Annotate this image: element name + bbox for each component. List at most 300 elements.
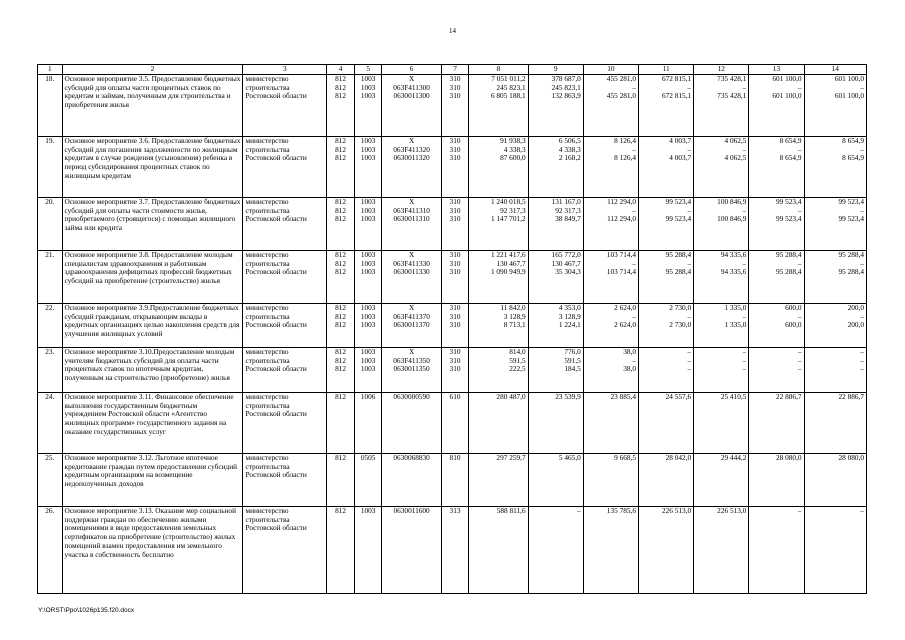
value-line: 4 062,5 — [724, 154, 747, 163]
value-line: 222,5 — [509, 365, 526, 374]
value-line: 812 — [335, 154, 347, 163]
value-line: 38 849,7 — [555, 215, 581, 224]
value-line: X — [408, 347, 415, 356]
value-line: 601 100,0 — [772, 92, 802, 101]
value-line: 95 288,4 — [665, 268, 692, 277]
value-cell — [354, 347, 382, 392]
header-cell: 12 — [694, 65, 749, 75]
value-line: – — [797, 506, 802, 515]
value-line: 8 654,9 — [779, 136, 802, 145]
value-cell — [638, 136, 693, 197]
value-line: – — [797, 347, 802, 356]
value-line: – — [742, 365, 747, 374]
value-cell — [638, 303, 693, 347]
value-line: 95 288,4 — [665, 250, 692, 259]
page-number: 14 — [449, 27, 456, 35]
value-line: 0630011370 — [393, 321, 430, 330]
value-cell — [327, 347, 355, 392]
value-line: – — [860, 259, 864, 268]
header-cell: 1 — [38, 65, 63, 75]
value-cell — [694, 347, 749, 392]
value-cell — [327, 303, 355, 347]
value-line: 1003 — [360, 506, 376, 515]
value-cell — [638, 506, 693, 593]
value-line: X — [408, 250, 415, 259]
value-line: 310 — [449, 83, 461, 92]
value-line: – — [797, 312, 802, 321]
value-line: 29 444,2 — [720, 453, 747, 462]
value-line: 2 168,2 — [558, 154, 581, 163]
value-line: 0630011600 — [393, 506, 430, 515]
value-line: 99 523,4 — [776, 197, 802, 206]
value-cell — [382, 453, 441, 506]
value-cell — [694, 303, 749, 347]
value-cell — [694, 74, 749, 136]
value-line: 1 335,0 — [724, 321, 747, 330]
value-line: 812 — [335, 347, 347, 356]
value-cell — [528, 197, 583, 250]
value-line: 0630011350 — [393, 365, 430, 374]
value-cell — [469, 136, 528, 197]
value-line: 310 — [449, 268, 461, 277]
value-line: 38,0 — [623, 347, 636, 356]
value-line: 95 288,4 — [838, 268, 864, 277]
value-line: 310 — [449, 197, 461, 206]
value-line: 310 — [449, 365, 461, 374]
value-cell — [469, 197, 528, 250]
header-cell: 5 — [354, 65, 382, 75]
value-line: – — [860, 206, 864, 215]
activity-description: Основное мероприятие 3.11. Финансовое обеспечение выполнения государственным бюджетным учреждением Ростовской области «Агентство жилищных программ» государственного задания на оказание государственных услуг — [62, 392, 243, 453]
value-line: 600,0 — [785, 303, 802, 312]
value-line: 310 — [449, 154, 461, 163]
table-row — [38, 506, 867, 593]
value-line: 810 — [449, 453, 461, 462]
value-line: 112 294,0 — [607, 197, 636, 206]
value-cell — [583, 453, 638, 506]
value-line: 063F411330 — [393, 259, 430, 268]
value-line: – — [860, 506, 864, 515]
value-cell — [804, 303, 866, 347]
value-cell — [804, 250, 866, 303]
value-line: 735 428,1 — [717, 92, 747, 101]
value-cell — [327, 136, 355, 197]
value-line: 310 — [449, 321, 461, 330]
value-cell — [382, 506, 441, 593]
value-cell — [638, 453, 693, 506]
value-line: – — [742, 356, 747, 365]
value-cell — [469, 74, 528, 136]
row-number: 20. — [38, 197, 63, 250]
responsible-executor: министерство строительства Ростовской области — [243, 506, 327, 593]
value-line: 1003 — [360, 92, 376, 101]
value-cell — [469, 303, 528, 347]
value-line: 38,0 — [623, 365, 636, 374]
header-cell: 7 — [441, 65, 469, 75]
header-cell: 8 — [469, 65, 528, 75]
value-cell — [638, 392, 693, 453]
value-line: 2 624,0 — [614, 303, 636, 312]
value-cell — [749, 347, 804, 392]
value-line: 23 885,4 — [610, 392, 636, 401]
value-line: 9 668,5 — [614, 453, 636, 462]
value-line: 112 294,0 — [607, 215, 636, 224]
value-line: 735 428,1 — [717, 74, 747, 83]
value-line: 1 090 949,9 — [490, 268, 526, 277]
value-cell — [327, 74, 355, 136]
value-line: – — [687, 365, 692, 374]
value-line: 4 353,0 — [558, 303, 581, 312]
value-line: 812 — [335, 506, 347, 515]
value-line: – — [797, 259, 802, 268]
value-line: 23 539,9 — [555, 392, 581, 401]
value-line: 1003 — [360, 321, 376, 330]
value-line: – — [742, 206, 747, 215]
value-line: 1003 — [360, 365, 376, 374]
value-line: 1003 — [360, 250, 376, 259]
table-row — [38, 453, 867, 506]
value-cell — [694, 250, 749, 303]
row-number: 19. — [38, 136, 63, 197]
value-line: 812 — [335, 197, 347, 206]
value-line: 310 — [449, 145, 461, 154]
value-line: 812 — [335, 74, 347, 83]
value-cell — [638, 250, 693, 303]
value-line: 3 128,9 — [503, 312, 526, 321]
file-path-footer: Y:\ORST\Ppo\1026p135.f20.docx — [38, 607, 135, 614]
value-line: 588 811,6 — [496, 506, 526, 515]
value-line: – — [860, 312, 864, 321]
value-line: 455 281,0 — [606, 92, 636, 101]
value-line: 1 335,0 — [724, 303, 747, 312]
value-line: – — [797, 356, 802, 365]
value-line: 455 281,0 — [606, 74, 636, 83]
value-line: – — [742, 312, 747, 321]
value-cell — [804, 453, 866, 506]
responsible-executor: министерство строительства Ростовской области — [243, 347, 327, 392]
value-cell — [749, 74, 804, 136]
value-line: 4 003,7 — [669, 136, 692, 145]
header-cell: 14 — [804, 65, 866, 75]
value-cell — [583, 392, 638, 453]
value-line: 812 — [335, 259, 347, 268]
value-cell — [354, 250, 382, 303]
value-line: – — [687, 347, 692, 356]
value-line: 131 167,0 — [551, 197, 581, 206]
table-row — [38, 136, 867, 197]
value-cell — [354, 197, 382, 250]
value-line: 310 — [449, 206, 461, 215]
value-cell — [441, 74, 469, 136]
value-line: 22 886,7 — [838, 392, 864, 401]
value-cell — [469, 392, 528, 453]
value-cell — [469, 506, 528, 593]
responsible-executor: министерство строительства Ростовской области — [243, 392, 327, 453]
header-cell: 2 — [62, 65, 243, 75]
value-line: 1006 — [360, 392, 376, 401]
value-line: 8 713,1 — [503, 321, 526, 330]
value-line: 184,5 — [564, 365, 581, 374]
value-line: 2 730,0 — [669, 303, 692, 312]
responsible-executor: министерство строительства Ростовской области — [243, 74, 327, 136]
value-cell — [469, 347, 528, 392]
value-cell — [354, 506, 382, 593]
value-line: 1003 — [360, 347, 376, 356]
value-cell — [441, 303, 469, 347]
value-line: 812 — [335, 303, 347, 312]
row-number: 24. — [38, 392, 63, 453]
header-row — [38, 65, 867, 75]
value-line: X — [408, 74, 415, 83]
value-cell — [749, 136, 804, 197]
activity-description: Основное мероприятие 3.6. Предоставление бюджетных субсидий для погашения задолженности по жилищным кредитам в случае рождения (усыновления) ребенка в период субсидирования процентных ставок по жилищным кредитам — [62, 136, 243, 197]
value-line: 103 714,4 — [606, 268, 636, 277]
value-cell — [804, 74, 866, 136]
value-line: 94 335,6 — [720, 268, 747, 277]
value-line: 0630000590 — [393, 392, 430, 401]
value-line: 1003 — [360, 215, 376, 224]
value-line: 3 128,9 — [558, 312, 581, 321]
row-number: 26. — [38, 506, 63, 593]
value-cell — [469, 453, 528, 506]
value-line: 35 304,3 — [555, 268, 581, 277]
value-line: 132 863,9 — [551, 92, 581, 101]
table-row — [38, 74, 867, 136]
header-cell: 6 — [382, 65, 441, 75]
value-cell — [441, 506, 469, 593]
activity-description: Основное мероприятие 3.9.Предоставление бюджетных субсидий гражданам, открывающим вклады в кредитных организациях целью накопления средств для улучшения жилищных условий — [62, 303, 243, 347]
value-line: 2 730,0 — [669, 321, 692, 330]
value-cell — [583, 74, 638, 136]
value-line: – — [687, 145, 692, 154]
value-cell — [382, 250, 441, 303]
value-line: – — [632, 356, 636, 365]
value-line: 814,0 — [509, 347, 526, 356]
value-line: 812 — [335, 83, 347, 92]
value-cell — [354, 303, 382, 347]
value-line: 0630011320 — [393, 154, 430, 163]
value-line: 103 714,4 — [606, 250, 636, 259]
value-line: 28 042,0 — [665, 453, 692, 462]
value-line: 601 100,0 — [772, 74, 802, 83]
value-cell — [441, 250, 469, 303]
value-line: 1003 — [360, 259, 376, 268]
value-cell — [583, 136, 638, 197]
value-cell — [354, 74, 382, 136]
value-cell — [528, 453, 583, 506]
value-line: – — [632, 259, 636, 268]
value-line: 24 557,6 — [665, 392, 692, 401]
value-line: 1 221 417,6 — [490, 250, 526, 259]
value-line: – — [860, 347, 864, 356]
value-line: 1 147 701,2 — [490, 215, 526, 224]
value-line: 812 — [335, 136, 347, 145]
value-line: 313 — [449, 506, 461, 515]
responsible-executor: министерство строительства Ростовской области — [243, 303, 327, 347]
value-line: 063F411300 — [393, 83, 430, 92]
responsible-executor: министерство строительства Ростовской области — [243, 250, 327, 303]
value-cell — [354, 392, 382, 453]
value-line: 4 003,7 — [669, 154, 692, 163]
value-line: 4 338,3 — [503, 145, 526, 154]
value-line: 99 523,4 — [838, 197, 864, 206]
value-cell — [441, 136, 469, 197]
value-line: 130 467,7 — [496, 259, 526, 268]
value-line: – — [632, 206, 636, 215]
value-line: – — [742, 259, 747, 268]
value-line: 0630011330 — [393, 268, 430, 277]
value-line: 28 080,0 — [776, 453, 802, 462]
value-line: 1003 — [360, 356, 376, 365]
table-row — [38, 392, 867, 453]
value-line: – — [632, 312, 636, 321]
value-line: 4 062,5 — [724, 136, 747, 145]
value-cell — [327, 453, 355, 506]
value-line: 99 523,4 — [665, 215, 692, 224]
value-line: 200,0 — [847, 321, 864, 330]
value-line: – — [797, 365, 802, 374]
value-line: 8 654,9 — [779, 154, 802, 163]
value-line: 310 — [449, 303, 461, 312]
value-cell — [441, 347, 469, 392]
value-line: 99 523,4 — [838, 215, 864, 224]
value-line: – — [742, 347, 747, 356]
value-cell — [804, 136, 866, 197]
value-line: 812 — [335, 392, 347, 401]
table-row — [38, 197, 867, 250]
value-line: 812 — [335, 92, 347, 101]
value-cell — [528, 136, 583, 197]
value-line: 1003 — [360, 312, 376, 321]
value-cell — [749, 506, 804, 593]
value-line: 99 523,4 — [776, 215, 802, 224]
value-line: 95 288,4 — [776, 250, 802, 259]
value-line: 812 — [335, 365, 347, 374]
value-line: 601 100,0 — [834, 92, 864, 101]
value-cell — [382, 197, 441, 250]
value-line: 22 886,7 — [776, 392, 802, 401]
value-cell — [694, 392, 749, 453]
value-line: 812 — [335, 312, 347, 321]
value-line: 063F411350 — [393, 356, 430, 365]
value-line: 672 815,1 — [661, 74, 692, 83]
value-line: 600,0 — [785, 321, 802, 330]
row-number: 23. — [38, 347, 63, 392]
value-line: 297 259,7 — [496, 453, 526, 462]
value-line: 245 823,1 — [551, 83, 581, 92]
responsible-executor: министерство строительства Ростовской области — [243, 197, 327, 250]
value-line: 2 624,0 — [614, 321, 636, 330]
table-row — [38, 303, 867, 347]
value-line: 135 785,6 — [606, 506, 636, 515]
value-line: – — [687, 312, 692, 321]
value-line: 310 — [449, 92, 461, 101]
value-line: 591,5 — [509, 356, 526, 365]
value-cell — [749, 197, 804, 250]
value-cell — [804, 197, 866, 250]
value-cell — [583, 303, 638, 347]
value-line: 1 240 018,5 — [490, 197, 526, 206]
value-cell — [528, 506, 583, 593]
value-cell — [327, 392, 355, 453]
value-line: 378 687,0 — [551, 74, 581, 83]
value-cell — [382, 136, 441, 197]
value-cell — [749, 453, 804, 506]
value-cell — [528, 250, 583, 303]
value-cell — [583, 347, 638, 392]
value-line: X — [408, 136, 415, 145]
value-line: 8 654,9 — [842, 136, 864, 145]
value-line: 245 823,1 — [496, 83, 526, 92]
value-line: 812 — [335, 356, 347, 365]
value-line: 280 487,0 — [496, 392, 526, 401]
value-line: 1003 — [360, 206, 376, 215]
value-line: 87 600,0 — [500, 154, 526, 163]
value-line: 310 — [449, 356, 461, 365]
value-cell — [528, 392, 583, 453]
value-line: 8 654,9 — [842, 154, 864, 163]
row-number: 18. — [38, 74, 63, 136]
value-line: 310 — [449, 136, 461, 145]
table-row — [38, 250, 867, 303]
value-line: 310 — [449, 312, 461, 321]
value-line: 1003 — [360, 74, 376, 83]
value-cell — [382, 74, 441, 136]
value-line: 8 126,4 — [614, 136, 636, 145]
responsible-executor: министерство строительства Ростовской области — [243, 136, 327, 197]
value-line: 100 846,9 — [717, 215, 747, 224]
value-line: 92 317,3 — [555, 206, 581, 215]
value-line: 063F411370 — [393, 312, 430, 321]
value-line: 5 465,0 — [558, 453, 581, 462]
value-line: – — [632, 83, 636, 92]
value-line: 6 805 188,1 — [490, 92, 526, 101]
value-line: 130 467,7 — [551, 259, 581, 268]
value-line: 776,0 — [564, 347, 581, 356]
value-line: 165 772,0 — [551, 250, 581, 259]
responsible-executor: министерство строительства Ростовской области — [243, 453, 327, 506]
value-line: – — [687, 83, 692, 92]
value-line: 226 513,0 — [661, 506, 692, 515]
value-line: 92 317,3 — [500, 206, 526, 215]
value-line: 812 — [335, 145, 347, 154]
value-cell — [749, 303, 804, 347]
value-cell — [638, 347, 693, 392]
value-cell — [804, 506, 866, 593]
value-line: 812 — [335, 250, 347, 259]
value-line: 1003 — [360, 303, 376, 312]
value-line: 1003 — [360, 197, 376, 206]
activity-description: Основное мероприятие 3.12. Льготное ипотечное кредитование граждан путем предоставления субсидий кредитным организациям на возмещение недополученных доходов — [62, 453, 243, 506]
value-line: 95 288,4 — [838, 250, 864, 259]
value-cell — [382, 347, 441, 392]
header-cell: 9 — [528, 65, 583, 75]
value-line: 1003 — [360, 83, 376, 92]
value-line: 672 815,1 — [661, 92, 692, 101]
value-line: 812 — [335, 453, 347, 462]
value-line: 4 338,3 — [558, 145, 581, 154]
value-line: 200,0 — [847, 303, 864, 312]
value-line: 99 523,4 — [665, 197, 692, 206]
value-line: X — [408, 303, 415, 312]
value-line: 591,5 — [564, 356, 581, 365]
table-row — [38, 347, 867, 392]
value-cell — [583, 197, 638, 250]
value-line: – — [797, 145, 802, 154]
value-cell — [749, 250, 804, 303]
value-line: 812 — [335, 268, 347, 277]
value-line: 063F411310 — [393, 206, 430, 215]
